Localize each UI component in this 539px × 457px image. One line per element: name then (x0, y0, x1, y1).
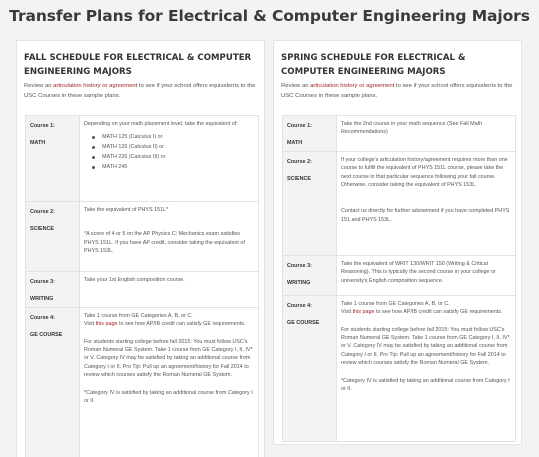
course-label-cell (283, 151, 337, 255)
course-description: Depending on your math placement level, take the equivalent of: (84, 121, 238, 127)
advisement-note: Contact us directly for further advisement if you have completed PHYS 151 and PHYS 153L. (341, 208, 510, 223)
course-content-cell (337, 151, 516, 255)
category-iv-note: *Category IV is satisfied by taking an additional course from Category I or II. (341, 377, 510, 393)
category-iv-note: *Category IV is satisfied by taking an additional course from Category I or II. (84, 389, 253, 405)
course-description: Take 1 course from GE Categories A, B, or C. (341, 300, 450, 307)
roman-numeral-ge-note: For students starting college before fall 2015: You must follow USC's Roman Numeral GE System. Take 1 course from GE Category I, II, IV* or V. Category IV may be satisfied by taking an additional course from Category I or II. Pro Tip: Pull up an agreement/history for Fall 2014 to review which courses satisfy the Roman Numeral GE System. (341, 326, 510, 367)
course-category: WRITING (30, 296, 54, 303)
this-page-link[interactable]: this page (95, 321, 118, 328)
course-label-cell (26, 202, 80, 272)
course-label-cell (26, 272, 80, 308)
course-description: Take 1 course from GE Categories A, B, or C. (84, 312, 193, 319)
course-category: MATH (287, 140, 303, 147)
list-item: MATH 126 (Calculus II) or (92, 142, 254, 152)
list-item: MATH 245 (92, 162, 254, 172)
course-category: SCIENCE (30, 226, 54, 233)
fall-intro-text: Review an articulation history or agreement to see if your school offers equivalents to the USC Courses in these sample plans. (24, 83, 256, 99)
course-number: Course 4: (287, 302, 312, 309)
course-category: WRITING (287, 280, 311, 287)
fall-schedule-table (25, 115, 259, 457)
ap-credit-note: Visit this page to see how AP/IB credit can satisfy GE requirements. (341, 309, 503, 316)
table-row (283, 151, 516, 255)
course-description: If your college's articulation history/agreement requires more than one course to fulfill the equivalent of PHYS 151L course, please take the next course in that particular sequence following your fall course. Otherwise, consider taking the equivalent of PHYS 153L. (341, 156, 508, 189)
course-number: Course 3: (287, 262, 312, 269)
math-options-list (92, 132, 254, 172)
spring-schedule-table (282, 115, 516, 442)
course-content-cell (337, 255, 516, 295)
table-row (26, 272, 259, 308)
course-label-cell (283, 255, 337, 295)
table-row (283, 295, 516, 441)
course-category: MATH (30, 140, 46, 147)
course-category: GE COURSE (287, 320, 320, 327)
articulation-history-link[interactable]: articulation history or agreement (53, 83, 138, 89)
articulation-history-link[interactable]: articulation history or agreement (310, 83, 395, 89)
fall-schedule-card (16, 40, 265, 457)
this-page-link[interactable]: this page (352, 309, 375, 316)
fall-schedule-title: FALL SCHEDULE FOR ELECTRICAL & COMPUTER ENGINEERING MAJORS (24, 53, 252, 77)
list-item: MATH 226 (Calculus III) or (92, 152, 254, 162)
course-number: Course 1: (30, 123, 55, 129)
course-note: *A score of 4 or 5 on the AP Physics C: Mechanics exam satisfies PHYS 151L. If you have AP credit, consider taking the equivalent of PHYS 153L. (84, 231, 245, 255)
course-label-cell (283, 116, 337, 152)
table-row (283, 255, 516, 295)
course-label-cell (26, 116, 80, 202)
course-description: Take the equivalent of PHYS 151L* (84, 207, 169, 213)
course-content-cell (80, 116, 259, 202)
spring-schedule-title: SPRING SCHEDULE FOR ELECTRICAL & COMPUTER ENGINEERING MAJORS (281, 53, 466, 77)
table-row (26, 307, 259, 457)
course-number: Course 2: (30, 209, 55, 215)
course-number: Course 3: (30, 279, 55, 285)
course-label-cell (26, 307, 80, 457)
course-number: Course 4: (30, 314, 55, 321)
course-number: Course 1: (287, 123, 312, 129)
spring-schedule-card (273, 40, 522, 445)
course-description: Take the equivalent of WRIT 130/WRIT 150 (Writing & Critical Reasoning). This is typically the second course in your college or university's English composition sequence. (341, 260, 496, 284)
course-category: SCIENCE (287, 176, 311, 183)
spring-intro-text: Review an articulation history or agreement to see if your school offers equivalents to the USC Courses in these sample plans. (281, 83, 513, 99)
course-number: Course 2: (287, 158, 312, 165)
course-content-cell (80, 307, 259, 457)
course-content-cell (80, 202, 259, 272)
course-content-cell (337, 116, 516, 152)
course-content-cell (337, 295, 516, 441)
table-row (283, 116, 516, 152)
course-description: Take the 2nd course in your math sequence (See Fall Math Recommendations) (341, 121, 483, 136)
ap-credit-note: Visit this page to see how AP/IB credit can satisfy GE requirements. (84, 321, 246, 328)
course-category: GE COURSE (30, 332, 63, 339)
list-item: MATH 125 (Calculus I) or (92, 132, 254, 142)
page-title: Transfer Plans for Electrical & Computer Engineering Majors (9, 7, 530, 25)
course-description: Take your 1st English composition course. (84, 277, 185, 283)
table-row (26, 202, 259, 272)
course-content-cell (80, 272, 259, 308)
course-label-cell (283, 295, 337, 441)
table-row (26, 116, 259, 202)
roman-numeral-ge-note: For students starting college before fall 2015: You must follow USC's Roman Numeral GE System. Take 1 course from GE Category I, II, IV* or V. Category IV may be satisfied by taking an additional course from Category I or II. Pro Tip: Pull up an agreement/history for Fall 2014 to review which courses satisfy the Roman Numeral GE System. (84, 338, 253, 379)
